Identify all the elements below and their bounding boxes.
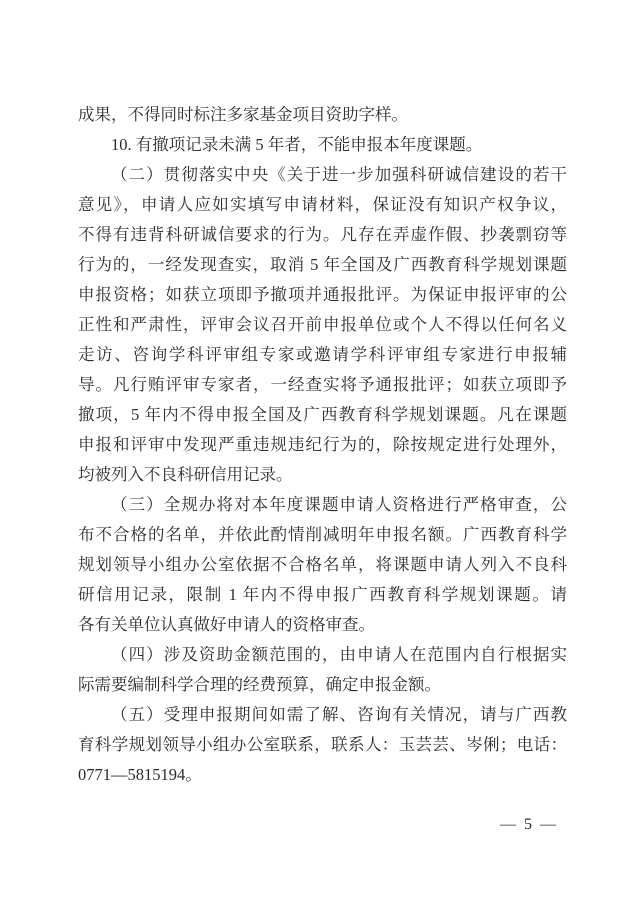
text-line: 撤项，5 年内不得申报全国及广西教育科学规划课题。凡在课题 — [78, 405, 567, 424]
text-line: 导。凡行贿评审专家者，一经查实将予通报批评；如获立项即予 — [78, 375, 567, 394]
text-line: 0771—5815194。 — [78, 765, 202, 784]
text-line: 育科学规划领导小组办公室联系，联系人：玉芸芸、岑俐；电话： — [78, 735, 567, 754]
text-line: 各有关单位认真做好申请人的资格审查。 — [78, 615, 375, 634]
text-line: 意见》，申请人应如实填写申请材料，保证没有知识产权争议， — [78, 195, 567, 214]
page-footer — [78, 816, 558, 834]
text-line: 布不合格的名单，并依此酌情削减明年申报名额。广西教育科学 — [78, 525, 567, 544]
text-line: （四）涉及资助金额范围的，由申请人在范围内自行根据实 — [111, 645, 567, 664]
text-line: （五）受理申报期间如需了解、咨询有关情况，请与广西教 — [111, 705, 567, 724]
text-line: 成果，不得同时标注多家基金项目资助字样。 — [78, 105, 408, 124]
text-line: 行为的，一经发现查实，取消 5 年全国及广西教育科学规划课题 — [78, 255, 567, 274]
text-line: 均被列入不良科研信用记录。 — [78, 465, 293, 484]
text-line: 研信用记录，限制 1 年内不得申报广西教育科学规划课题。请 — [78, 585, 567, 604]
text-line: 申报资格；如获立项即予撤项并通报批评。为保证申报评审的公 — [78, 285, 567, 304]
text-line: 际需要编制科学合理的经费预算，确定申报金额。 — [78, 675, 441, 694]
text-line: 申报和评审中发现严重违规违纪行为的，除按规定进行处理外， — [78, 435, 567, 454]
text-line: 正性和严肃性，评审会议召开前申报单位或个人不得以任何名义 — [78, 315, 567, 334]
page-number: — 5 — — [500, 816, 558, 833]
text-line: 10. 有撤项记录未满 5 年者，不能申报本年度课题。 — [111, 135, 483, 154]
document-body-text — [78, 100, 567, 790]
text-line: （二）贯彻落实中央《关于进一步加强科研诚信建设的若干 — [111, 165, 567, 184]
text-line: （三）全规办将对本年度课题申请人资格进行严格审查，公 — [111, 495, 567, 514]
text-line: 不得有违背科研诚信要求的行为。凡存在弄虚作假、抄袭剽窃等 — [78, 225, 567, 244]
text-line: 走访、咨询学科评审组专家或邀请学科评审组专家进行申报辅 — [78, 345, 567, 364]
text-line: 规划领导小组办公室依据不合格名单，将课题申请人列入不良科 — [78, 555, 567, 574]
